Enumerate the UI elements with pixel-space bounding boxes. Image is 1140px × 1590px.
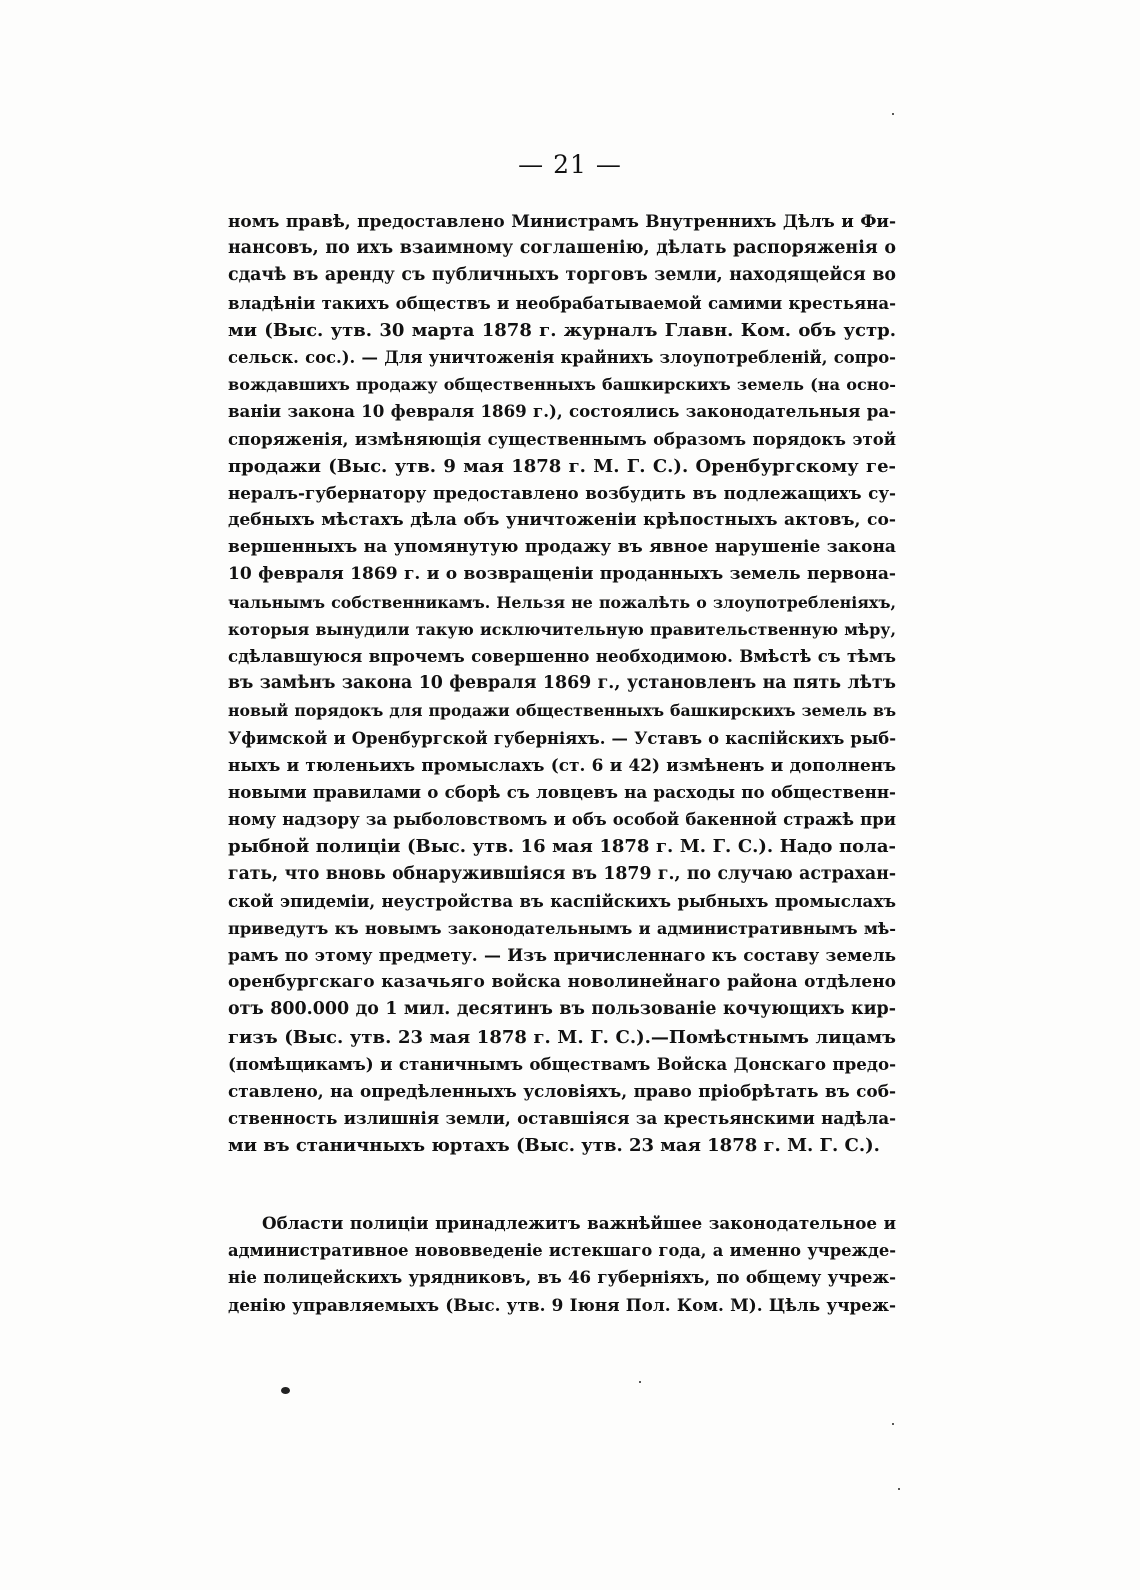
- ink-speck: [281, 1387, 290, 1394]
- text-line: отъ 800.000 до 1 мил. десятинъ въ пользованіе кочующихъ кир-: [228, 999, 896, 1020]
- text-line: административное нововведеніе истекшаго года, а именно учрежде-: [228, 1241, 896, 1261]
- text-line: гать, что вновь обнаружившіяся въ 1879 г., по случаю астрахан-: [228, 863, 896, 884]
- ink-speck: [898, 1488, 900, 1490]
- page-number: — 21 —: [518, 150, 622, 179]
- text-line: въ замѣнъ закона 10 февраля 1869 г., установленъ на пять лѣтъ: [228, 673, 896, 694]
- text-line: ніе полицейскихъ урядниковъ, въ 46 губерніяхъ, по общему учреж-: [228, 1267, 896, 1288]
- text-line: владѣніи такихъ обществъ и необрабатываемой самими крестьяна-: [228, 292, 896, 313]
- ink-speck: [639, 1381, 641, 1383]
- text-line: споряженія, измѣняющія существеннымъ образомъ порядокъ этой: [228, 428, 896, 449]
- text-line: сдачѣ въ аренду съ публичныхъ торговъ земли, находящейся во: [228, 265, 896, 286]
- text-line: вождавшихъ продажу общественныхъ башкирскихъ земель (на осно-: [228, 375, 896, 395]
- text-line: новыми правилами о сборѣ съ ловцевъ на расходы по общественн-: [228, 781, 896, 802]
- text-line: номъ правѣ, предоставлено Министрамъ Внутреннихъ Дѣлъ и Фи-: [228, 211, 896, 231]
- text-line: денію управляемыхъ (Выс. утв. 9 Іюня Пол. Ком. М). Цѣль учреж-: [228, 1294, 896, 1315]
- paragraph-1: [228, 208, 896, 1160]
- text-line: вершенныхъ на упомянутую продажу въ явное нарушеніе закона: [228, 537, 896, 558]
- text-line: ному надзору за рыболовствомъ и объ особой бакенной стражѣ при: [228, 809, 896, 830]
- text-line: ственность излишнія земли, оставшіяся за крестьянскими надѣла-: [228, 1108, 896, 1129]
- text-line: рыбной полиціи (Выс. утв. 16 мая 1878 г. М. Г. С.). Надо пола-: [228, 836, 896, 858]
- text-line: приведутъ къ новымъ законодательнымъ и административнымъ мѣ-: [228, 918, 896, 938]
- text-line: сельск. сос.). — Для уничтоженія крайнихъ злоупотребленій, сопро-: [228, 347, 896, 367]
- text-line: ныхъ и тюленьихъ промыслахъ (ст. 6 и 42) измѣненъ и дополненъ: [228, 754, 896, 775]
- text-line: Уфимской и Оренбургской губерніяхъ. — Уставъ о каспійскихъ рыб-: [228, 728, 896, 748]
- text-line: гизъ (Выс. утв. 23 мая 1878 г. М. Г. С.).—Помѣстнымъ лицамъ: [228, 1026, 896, 1048]
- paragraph-2: [228, 1210, 896, 1319]
- ink-speck: [892, 113, 894, 115]
- text-line: сдѣлавшуюся впрочемъ совершенно необходимою. Вмѣстѣ съ тѣмъ: [228, 646, 896, 666]
- ink-speck: [892, 1423, 894, 1425]
- text-line: новый порядокъ для продажи общественныхъ башкирскихъ земель въ: [228, 701, 896, 721]
- text-line: дебныхъ мѣстахъ дѣла объ уничтоженіи крѣпостныхъ актовъ, со-: [228, 510, 896, 531]
- text-line: Области полиціи принадлежитъ важнѣйшее законодательное и: [262, 1213, 896, 1233]
- text-line: чальнымъ собственникамъ. Нельзя не пожалѣть о злоупотребленіяхъ,: [228, 592, 896, 612]
- text-line: ской эпидеміи, неустройства въ каспійскихъ рыбныхъ промыслахъ: [228, 890, 896, 911]
- text-line: ваніи закона 10 февраля 1869 г.), состоялись законодательныя ра-: [228, 401, 896, 422]
- text-line: оренбургскаго казачьяго войска новолинейнаго района отдѣлено: [228, 972, 896, 993]
- text-line: продажи (Выс. утв. 9 мая 1878 г. М. Г. С.). Оренбургскому ге-: [228, 455, 896, 477]
- text-line: ми въ станичныхъ юртахъ (Выс. утв. 23 мая 1878 г. М. Г. С.).: [228, 1135, 880, 1157]
- text-line: нансовъ, по ихъ взаимному соглашенію, дѣлать распоряженія о: [228, 238, 896, 259]
- text-line: нералъ-губернатору предоставлено возбудить въ подлежащихъ су-: [228, 482, 896, 503]
- text-line: которыя вынудили такую исключительную правительственную мѣру,: [228, 619, 896, 639]
- text-line: ми (Выс. утв. 30 марта 1878 г. журналъ Главн. Ком. объ устр.: [228, 319, 896, 341]
- text-line: (помѣщикамъ) и станичнымъ обществамъ Войска Донскаго предо-: [228, 1053, 896, 1074]
- text-line: рамъ по этому предмету. — Изъ причисленнаго къ составу земель: [228, 945, 896, 966]
- text-line: 10 февраля 1869 г. и о возвращеніи проданныхъ земель первона-: [228, 564, 896, 585]
- text-line: ставлено, на опредѣленныхъ условіяхъ, право пріобрѣтать въ соб-: [228, 1081, 896, 1101]
